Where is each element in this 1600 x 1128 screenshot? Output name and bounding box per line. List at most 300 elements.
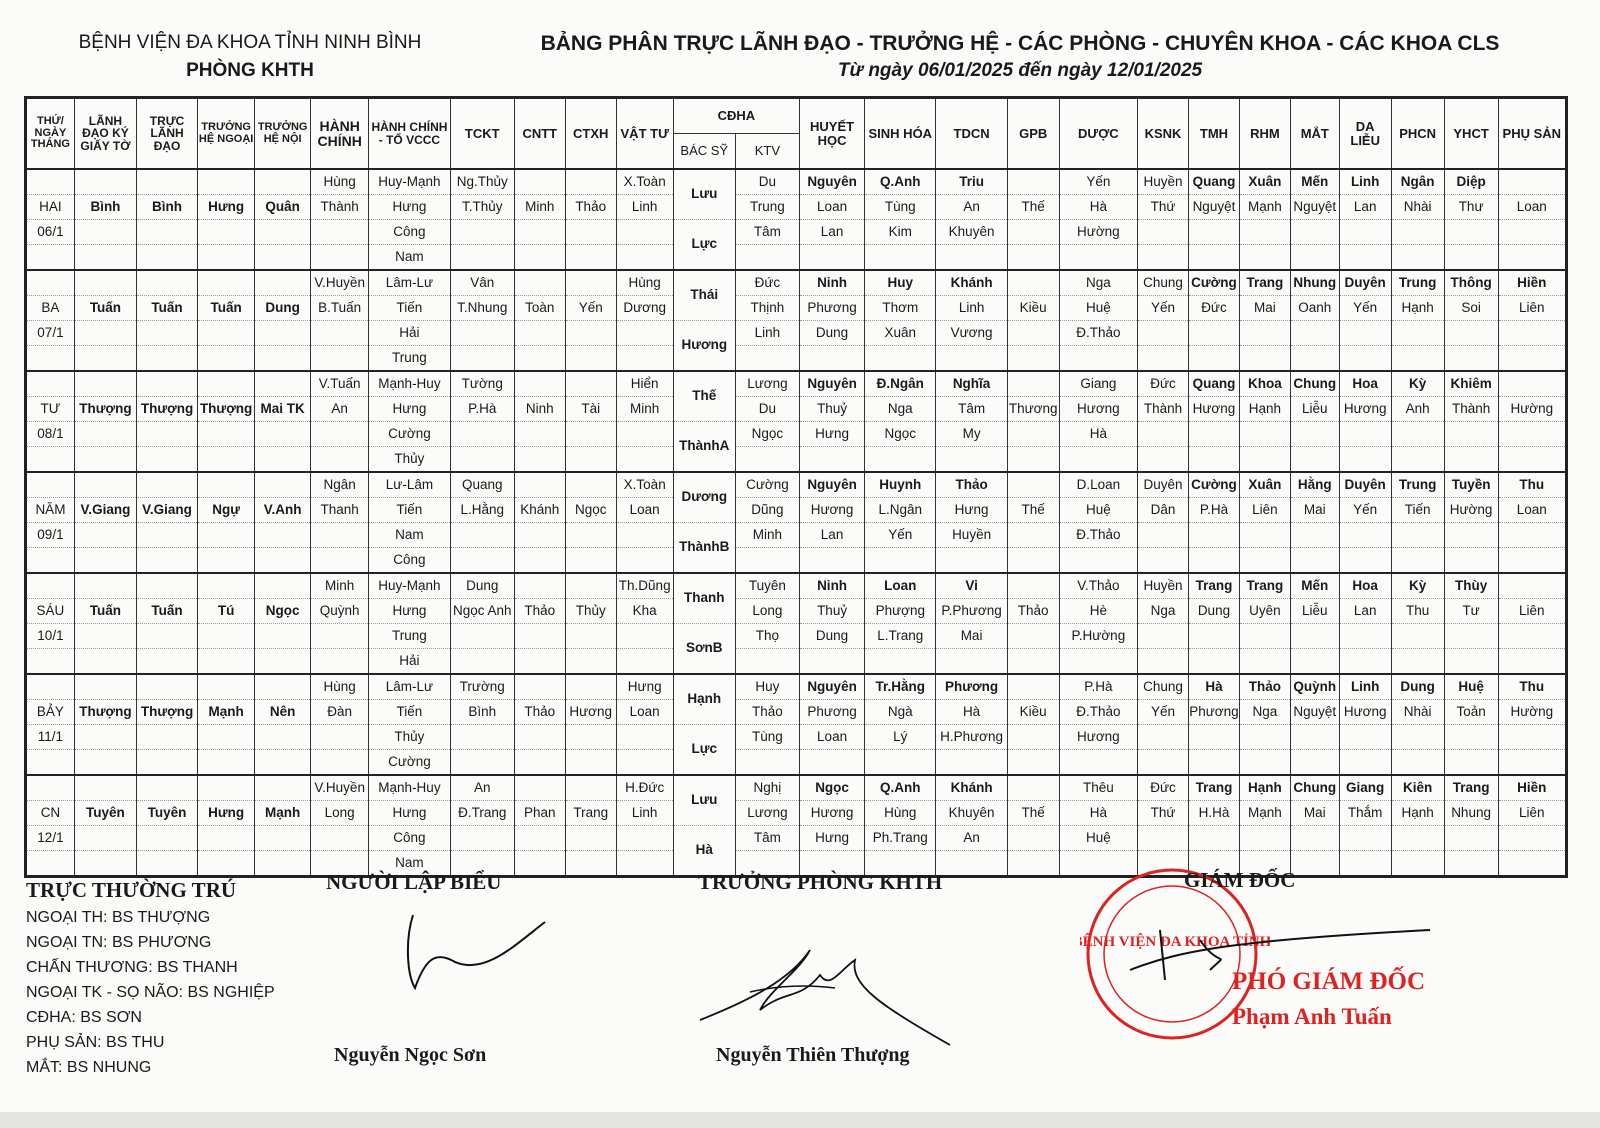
table-row xyxy=(26,700,1567,725)
empty-cell xyxy=(1007,548,1059,574)
ps-cell: Thu xyxy=(1498,472,1566,498)
sinhhoa-cell: Q.Anh xyxy=(865,169,936,195)
tckt-cell xyxy=(450,548,514,574)
empty-cell xyxy=(1189,422,1240,447)
empty-cell xyxy=(1007,169,1059,195)
cdha-ktv-cell xyxy=(735,750,799,776)
vattu-cell: Loan xyxy=(616,498,673,523)
yhct-cell: Toản xyxy=(1444,700,1498,725)
admin-vccc-cell: Huy-Mạnh xyxy=(369,169,450,195)
cdha-doctor-cell: Lưu xyxy=(673,775,735,826)
yhct-cell: Thành xyxy=(1444,397,1498,422)
ksnk-cell: Dân xyxy=(1138,498,1189,523)
empty-cell xyxy=(1239,624,1290,649)
empty-cell xyxy=(565,674,616,700)
empty-cell xyxy=(198,826,255,851)
admin-vccc-cell: Lâm-Lư xyxy=(369,270,450,296)
empty-cell xyxy=(1189,624,1240,649)
admin-cell xyxy=(311,649,369,675)
empty-cell xyxy=(1239,447,1290,473)
empty-cell xyxy=(198,523,255,548)
huyethoc-cell: Lan xyxy=(799,220,864,245)
admin-vccc-cell: Nam xyxy=(369,851,450,877)
admin-vccc-cell: Huy-Mạnh xyxy=(369,573,450,599)
empty-cell xyxy=(1138,220,1189,245)
ps-cell: Loan xyxy=(1498,498,1566,523)
table-row xyxy=(26,346,1567,372)
leader-cell: Tuấn xyxy=(74,296,136,321)
dl-cell: Duyên xyxy=(1339,270,1391,296)
header-gpb: GPB xyxy=(1007,98,1059,170)
leader-cell: Bình xyxy=(74,195,136,220)
empty-cell xyxy=(565,472,616,498)
empty-cell xyxy=(1339,826,1391,851)
sinhhoa-cell: Ph.Trang xyxy=(865,826,936,851)
cdha-ktv-cell: Dũng xyxy=(735,498,799,523)
empty-cell xyxy=(565,422,616,447)
empty-cell xyxy=(137,346,198,372)
mat-cell: Chung xyxy=(1290,775,1339,801)
dl-cell: Yến xyxy=(1339,498,1391,523)
leader-cell: Ngọc xyxy=(255,599,311,624)
empty-cell xyxy=(514,270,565,296)
empty-cell xyxy=(1498,346,1566,372)
tckt-cell xyxy=(450,321,514,346)
empty-cell xyxy=(514,826,565,851)
empty-cell xyxy=(74,573,136,599)
leader-cell: Tuấn xyxy=(137,296,198,321)
tckt-cell xyxy=(450,220,514,245)
huyethoc-cell: Dung xyxy=(799,624,864,649)
admin-vccc-cell: Thủy xyxy=(369,447,450,473)
empty-cell xyxy=(514,649,565,675)
admin-vccc-cell: Cường xyxy=(369,750,450,776)
tckt-cell xyxy=(450,725,514,750)
leader-cell: Hưng xyxy=(198,195,255,220)
empty-cell xyxy=(1498,321,1566,346)
day-blank xyxy=(26,573,75,599)
vattu-cell xyxy=(616,649,673,675)
sinhhoa-cell: Loan xyxy=(865,573,936,599)
leader-cell: Dung xyxy=(255,296,311,321)
empty-cell xyxy=(565,624,616,649)
permanent-line: NGOẠI TK - SỌ NÃO: BS NGHIỆP xyxy=(26,984,275,1001)
tmh-cell: P.Hà xyxy=(1189,498,1240,523)
admin-vccc-cell: Nam xyxy=(369,245,450,271)
cdha-doctor-cell: Dương xyxy=(673,472,735,523)
header-admin-vccc: HÀNH CHÍNH - TỔ VCCC xyxy=(369,98,450,170)
admin-vccc-cell: Thủy xyxy=(369,725,450,750)
cdha-doctor-cell: Hương xyxy=(673,321,735,372)
empty-cell xyxy=(1339,245,1391,271)
duoc-cell: Hương xyxy=(1059,397,1137,422)
cdha-doctor-cell: Hà xyxy=(673,826,735,877)
header-cdha: CĐHA xyxy=(673,98,799,134)
vattu-cell xyxy=(616,447,673,473)
director-title: GIÁM ĐỐC xyxy=(1184,868,1296,892)
duoc-cell xyxy=(1059,447,1137,473)
empty-cell xyxy=(1138,422,1189,447)
sinhhoa-cell: Ngà xyxy=(865,700,936,725)
admin-vccc-cell: Nam xyxy=(369,523,450,548)
empty-cell xyxy=(1007,750,1059,776)
header-cntt: CNTT xyxy=(514,98,565,170)
header-date: THỨ/ NGÀY THÁNG xyxy=(26,98,75,170)
vattu-cell: Linh xyxy=(616,195,673,220)
dl-cell: Linh xyxy=(1339,169,1391,195)
sinhhoa-cell: Tr.Hằng xyxy=(865,674,936,700)
empty-cell xyxy=(1007,851,1059,877)
duoc-cell: Huệ xyxy=(1059,296,1137,321)
khth-head-signature xyxy=(690,930,970,1050)
empty-cell xyxy=(565,169,616,195)
empty-cell xyxy=(1498,725,1566,750)
rhm-cell: Hạnh xyxy=(1239,775,1290,801)
rhm-cell: Nga xyxy=(1239,700,1290,725)
empty-cell xyxy=(255,725,311,750)
day-name: HAI xyxy=(26,195,75,220)
tdcn-cell xyxy=(936,649,1007,675)
empty-cell xyxy=(1498,422,1566,447)
empty-cell xyxy=(137,775,198,801)
tckt-cell: T.Nhung xyxy=(450,296,514,321)
tckt-cell xyxy=(450,523,514,548)
vattu-cell: Loan xyxy=(616,700,673,725)
empty-cell xyxy=(1239,548,1290,574)
empty-cell xyxy=(1007,245,1059,271)
admin-vccc-cell: Mạnh-Huy xyxy=(369,371,450,397)
empty-cell xyxy=(1498,548,1566,574)
day-date: 08/1 xyxy=(26,422,75,447)
tdcn-cell: Hưng xyxy=(936,498,1007,523)
duoc-cell: Giang xyxy=(1059,371,1137,397)
cdha-ktv-cell: Tùng xyxy=(735,725,799,750)
header-leader-duty: TRỰC LÃNH ĐẠO xyxy=(137,98,198,170)
empty-cell xyxy=(1189,725,1240,750)
cdha-doctor-cell: ThànhA xyxy=(673,422,735,473)
empty-cell xyxy=(514,523,565,548)
sinhhoa-cell: Huynh xyxy=(865,472,936,498)
cdha-ktv-cell: Thọ xyxy=(735,624,799,649)
leader-cell: Mạnh xyxy=(198,700,255,725)
cdha-ktv-cell: Long xyxy=(735,599,799,624)
dl-cell: Hương xyxy=(1339,397,1391,422)
empty-cell xyxy=(1138,321,1189,346)
huyethoc-cell: Lan xyxy=(799,523,864,548)
empty-cell xyxy=(1239,750,1290,776)
ctxh-cell: Hương xyxy=(565,700,616,725)
tdcn-cell xyxy=(936,346,1007,372)
admin-cell xyxy=(311,245,369,271)
table-row xyxy=(26,498,1567,523)
vattu-cell xyxy=(616,422,673,447)
table-row xyxy=(26,775,1567,801)
empty-cell xyxy=(1444,447,1498,473)
admin-cell xyxy=(311,346,369,372)
tdcn-cell: Khuyên xyxy=(936,801,1007,826)
ctxh-cell: Tài xyxy=(565,397,616,422)
empty-cell xyxy=(1391,220,1444,245)
day-blank xyxy=(26,472,75,498)
empty-cell xyxy=(255,826,311,851)
ksnk-cell: Đức xyxy=(1138,371,1189,397)
tckt-cell: Ngọc Anh xyxy=(450,599,514,624)
empty-cell xyxy=(1498,220,1566,245)
admin-cell xyxy=(311,624,369,649)
empty-cell xyxy=(74,220,136,245)
tckt-cell xyxy=(450,245,514,271)
dl-cell: Duyên xyxy=(1339,472,1391,498)
empty-cell xyxy=(1239,649,1290,675)
ps-cell: Hiền xyxy=(1498,270,1566,296)
tckt-cell: Tường xyxy=(450,371,514,397)
duoc-cell xyxy=(1059,750,1137,776)
gpb-cell: Kiều xyxy=(1007,296,1059,321)
ksnk-cell: Chung xyxy=(1138,270,1189,296)
table-row xyxy=(26,270,1567,296)
day-blank xyxy=(26,346,75,372)
leader-cell: Quân xyxy=(255,195,311,220)
empty-cell xyxy=(198,422,255,447)
tmh-cell: Hà xyxy=(1189,674,1240,700)
cntt-cell: Thảo xyxy=(514,700,565,725)
empty-cell xyxy=(1498,851,1566,877)
empty-cell xyxy=(514,220,565,245)
cdha-ktv-cell xyxy=(735,447,799,473)
day-blank xyxy=(26,851,75,877)
rhm-cell: Khoa xyxy=(1239,371,1290,397)
empty-cell xyxy=(1138,624,1189,649)
huyethoc-cell: Nguyên xyxy=(799,472,864,498)
day-blank xyxy=(26,371,75,397)
hospital-name: BỆNH VIỆN ĐA KHOA TỈNH NINH BÌNH xyxy=(78,32,422,53)
empty-cell xyxy=(1391,422,1444,447)
cdha-ktv-cell: Trung xyxy=(735,195,799,220)
mat-cell: Nguyệt xyxy=(1290,700,1339,725)
admin-vccc-cell: Mạnh-Huy xyxy=(369,775,450,801)
phcn-cell: Kiên xyxy=(1391,775,1444,801)
header-tdcn: TDCN xyxy=(936,98,1007,170)
empty-cell xyxy=(1339,624,1391,649)
tmh-cell: Phương xyxy=(1189,700,1240,725)
day-date: 10/1 xyxy=(26,624,75,649)
admin-cell xyxy=(311,548,369,574)
empty-cell xyxy=(1498,245,1566,271)
sinhhoa-cell xyxy=(865,750,936,776)
cdha-ktv-cell: Tuyên xyxy=(735,573,799,599)
header-head-internal: TRƯỞNG HỆ NỘI xyxy=(255,98,311,170)
tckt-cell xyxy=(450,826,514,851)
gpb-cell: Kiều xyxy=(1007,700,1059,725)
header-yhct: YHCT xyxy=(1444,98,1498,170)
empty-cell xyxy=(1138,523,1189,548)
sinhhoa-cell: Kim xyxy=(865,220,936,245)
permanent-line: NGOẠI TH: BS THƯỢNG xyxy=(26,909,211,926)
empty-cell xyxy=(514,169,565,195)
empty-cell xyxy=(198,321,255,346)
tdcn-cell xyxy=(936,245,1007,271)
empty-cell xyxy=(198,775,255,801)
empty-cell xyxy=(1007,220,1059,245)
table-row xyxy=(26,169,1567,195)
ps-cell: Liên xyxy=(1498,296,1566,321)
empty-cell xyxy=(198,548,255,574)
empty-cell xyxy=(565,775,616,801)
empty-cell xyxy=(1339,649,1391,675)
tdcn-cell xyxy=(936,750,1007,776)
empty-cell xyxy=(198,624,255,649)
empty-cell xyxy=(1007,523,1059,548)
huyethoc-cell: Thuỷ xyxy=(799,397,864,422)
empty-cell xyxy=(198,220,255,245)
dl-cell: Hoa xyxy=(1339,573,1391,599)
tdcn-cell: Nghĩa xyxy=(936,371,1007,397)
empty-cell xyxy=(255,220,311,245)
khth-head-title: TRƯỞNG PHÒNG KHTH xyxy=(698,870,943,894)
admin-vccc-cell: Trung xyxy=(369,624,450,649)
rhm-cell: Uyên xyxy=(1239,599,1290,624)
vattu-cell: Hiển xyxy=(616,371,673,397)
empty-cell xyxy=(255,775,311,801)
huyethoc-cell xyxy=(799,750,864,776)
ps-cell: Liên xyxy=(1498,801,1566,826)
empty-cell xyxy=(137,624,198,649)
table-row xyxy=(26,220,1567,245)
cdha-ktv-cell: Du xyxy=(735,397,799,422)
duoc-cell xyxy=(1059,649,1137,675)
table-row xyxy=(26,422,1567,447)
header-cdha-doctor: BÁC SỸ xyxy=(673,134,735,170)
table-row xyxy=(26,523,1567,548)
phcn-cell: Hạnh xyxy=(1391,801,1444,826)
header-dalieu: DA LIỄU xyxy=(1339,98,1391,170)
empty-cell xyxy=(514,447,565,473)
cdha-doctor-cell: Lực xyxy=(673,725,735,776)
empty-cell xyxy=(1007,447,1059,473)
vattu-cell xyxy=(616,321,673,346)
empty-cell xyxy=(1138,725,1189,750)
empty-cell xyxy=(1189,523,1240,548)
huyethoc-cell: Loan xyxy=(799,195,864,220)
tdcn-cell xyxy=(936,447,1007,473)
cdha-ktv-cell: Thảo xyxy=(735,700,799,725)
tckt-cell xyxy=(450,422,514,447)
empty-cell xyxy=(74,422,136,447)
empty-cell xyxy=(565,321,616,346)
admin-cell: Đàn xyxy=(311,700,369,725)
sinhhoa-cell: Đ.Ngân xyxy=(865,371,936,397)
phcn-cell: Kỳ xyxy=(1391,573,1444,599)
empty-cell xyxy=(74,472,136,498)
empty-cell xyxy=(1391,624,1444,649)
cdha-doctor-cell: Lưu xyxy=(673,169,735,220)
dl-cell: Lan xyxy=(1339,599,1391,624)
table-header xyxy=(26,98,1567,170)
empty-cell xyxy=(255,472,311,498)
ctxh-cell: Trang xyxy=(565,801,616,826)
duoc-cell: P.Hường xyxy=(1059,624,1137,649)
day-blank xyxy=(26,169,75,195)
sinhhoa-cell: Xuân xyxy=(865,321,936,346)
day-blank xyxy=(26,548,75,574)
empty-cell xyxy=(1007,725,1059,750)
empty-cell xyxy=(1007,270,1059,296)
tmh-cell: Quang xyxy=(1189,169,1240,195)
tdcn-cell: Thảo xyxy=(936,472,1007,498)
empty-cell xyxy=(1189,447,1240,473)
day-date: 06/1 xyxy=(26,220,75,245)
cdha-ktv-cell: Nghị xyxy=(735,775,799,801)
tckt-cell: T.Thủy xyxy=(450,195,514,220)
empty-cell xyxy=(1138,245,1189,271)
vattu-cell: Hùng xyxy=(616,270,673,296)
empty-cell xyxy=(1138,346,1189,372)
empty-cell xyxy=(74,548,136,574)
header-admin: HÀNH CHÍNH xyxy=(311,98,369,170)
tdcn-cell: Phương xyxy=(936,674,1007,700)
tdcn-cell: An xyxy=(936,826,1007,851)
duoc-cell: Nga xyxy=(1059,270,1137,296)
admin-cell: V.Huyền xyxy=(311,775,369,801)
empty-cell xyxy=(137,750,198,776)
cdha-ktv-cell: Lương xyxy=(735,371,799,397)
empty-cell xyxy=(198,245,255,271)
duoc-cell xyxy=(1059,548,1137,574)
rhm-cell: Liên xyxy=(1239,498,1290,523)
duoc-cell: Hè xyxy=(1059,599,1137,624)
empty-cell xyxy=(74,523,136,548)
empty-cell xyxy=(1339,422,1391,447)
tmh-cell: Dung xyxy=(1189,599,1240,624)
vattu-cell xyxy=(616,220,673,245)
empty-cell xyxy=(1444,826,1498,851)
dl-cell: Thắm xyxy=(1339,801,1391,826)
yhct-cell: Tư xyxy=(1444,599,1498,624)
vattu-cell xyxy=(616,725,673,750)
huyethoc-cell: Dung xyxy=(799,321,864,346)
mat-cell: Mến xyxy=(1290,169,1339,195)
duoc-cell: V.Thảo xyxy=(1059,573,1137,599)
tdcn-cell: Vương xyxy=(936,321,1007,346)
cdha-ktv-cell xyxy=(735,245,799,271)
permanent-line: NGOẠI TN: BS PHƯƠNG xyxy=(26,934,212,951)
duoc-cell xyxy=(1059,346,1137,372)
empty-cell xyxy=(1339,321,1391,346)
table-row xyxy=(26,245,1567,271)
cdha-ktv-cell: Huy xyxy=(735,674,799,700)
leader-cell: Mạnh xyxy=(255,801,311,826)
empty-cell xyxy=(1007,321,1059,346)
leader-cell: Ngự xyxy=(198,498,255,523)
gpb-cell: Thương xyxy=(1007,397,1059,422)
mat-cell: Mai xyxy=(1290,801,1339,826)
empty-cell xyxy=(137,674,198,700)
sinhhoa-cell: Thơm xyxy=(865,296,936,321)
empty-cell xyxy=(1239,523,1290,548)
empty-cell xyxy=(1391,321,1444,346)
duoc-cell: Huệ xyxy=(1059,498,1137,523)
tckt-cell: Đ.Trang xyxy=(450,801,514,826)
empty-cell xyxy=(1189,750,1240,776)
duoc-cell: Đ.Thảo xyxy=(1059,321,1137,346)
table-row xyxy=(26,472,1567,498)
leader-cell: Nên xyxy=(255,700,311,725)
empty-cell xyxy=(74,169,136,195)
sinhhoa-cell: Hùng xyxy=(865,801,936,826)
permanent-line: MẮT: BS NHUNG xyxy=(26,1059,152,1076)
empty-cell xyxy=(198,725,255,750)
yhct-cell: Tuyền xyxy=(1444,472,1498,498)
